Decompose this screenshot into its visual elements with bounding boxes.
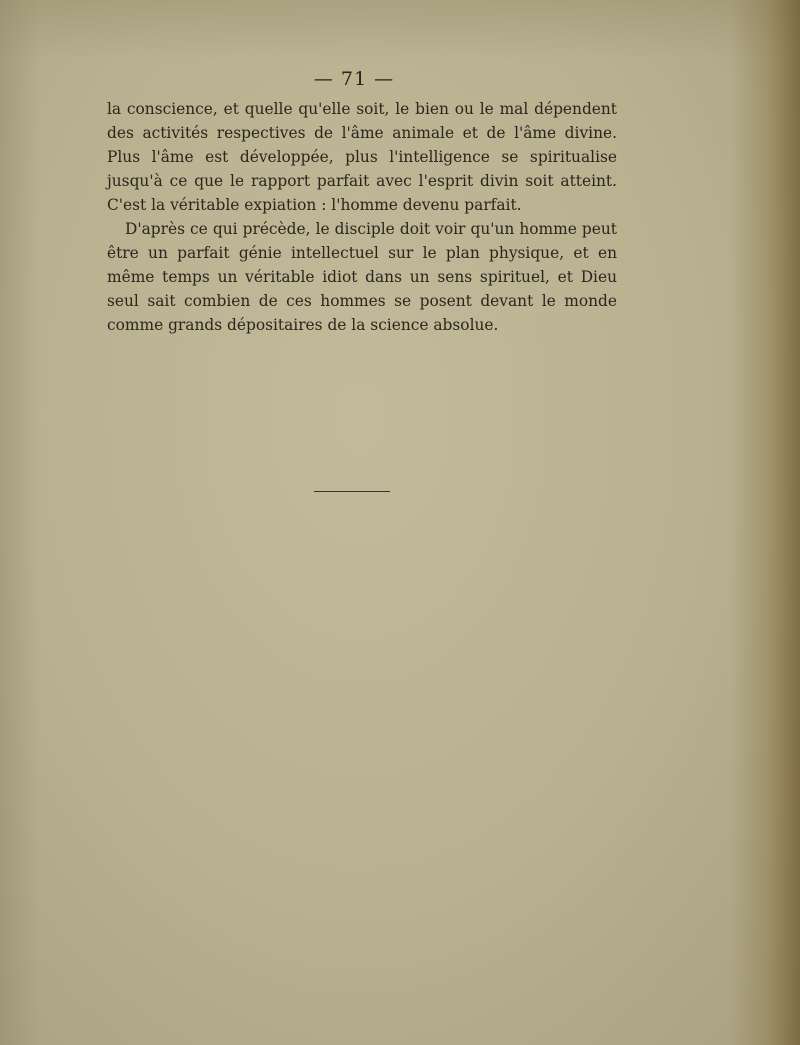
page-shadow-right: [730, 0, 800, 1045]
end-rule: [314, 491, 390, 492]
body-text: [107, 97, 617, 337]
page-shadow-top: [0, 0, 800, 60]
paragraph-1: la conscience, et quelle qu'elle soit, le bien ou le mal dépendent des activités respectives de l'âme animale et de l'âme divine. Plus l'âme est développée, plus l'intelligence se spiritualise jusqu'à ce que le rapport parfait avec l'esprit divin soit atteint. C'est la véritable expiation : l'homme devenu parfait.: [107, 100, 617, 214]
paragraph-2: D'après ce qui précède, le disciple doit voir qu'un homme peut être un parfait génie intellectuel sur le plan physique, et en même temps un véritable idiot dans un sens spirituel, et Dieu seul sait combien de ces hommes se posent devant le monde comme grands dépositaires de la science absolue.: [107, 220, 617, 334]
page-number: — 71 —: [313, 68, 395, 90]
page-shadow-left: [0, 0, 40, 1045]
